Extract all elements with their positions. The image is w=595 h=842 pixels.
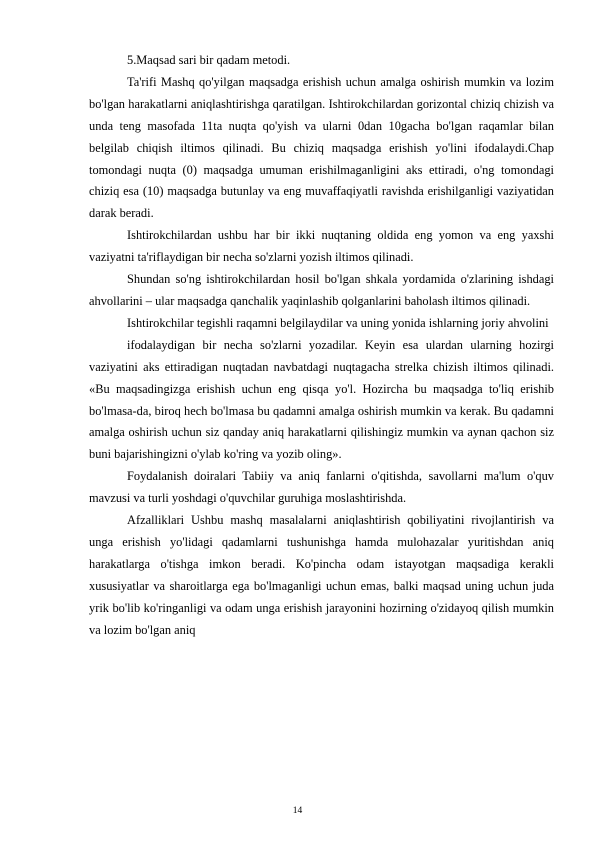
paragraph-scale-assessment: Shundan so'ng ishtirokchilardan hosil bo'lgan shkala yordamida o'zlarining ishdagi ahvollarini – ular maqsadga qanchalik yaqinlashib qolganlarini baholash iltimos qilinadi.	[89, 272, 554, 308]
paragraph-arrow-instruction: ifodalaydigan bir necha so'zlarni yozadilar. Keyin esa ulardan ularning hozirgi vaziyatini aks ettiradigan nuqtadan navbatdagi nuqtagacha strelka chizish iltimos qilinadi. «Bu maqsadingizga erishish uchun eng qisqa yo'l. Hozircha bu maqsadga to'liq erishib bo'lmasa-da, biroq hech bo'lmasa bu qadamni amalga oshirish mumkin va kerak. Bu qadamni amalga oshirish uchun siz qanday aniq harakatlarni qilishingiz mumkin va aynan qachon siz buni bajarishingizni o'ylab ko'ring va yozib oling».	[89, 337, 554, 462]
paragraph-usage-areas: Foydalanish doiralari Tabiiy va aniq fanlarni o'qitishda, savollarni ma'lum o'quv mavzusi va turli yoshdagi o'quvchilar guruhiga moslashtirishda.	[89, 469, 554, 506]
page-number: 14	[292, 806, 303, 816]
paragraph-mark-number: Ishtirokchilar tegishli raqamni belgilaydilar va uning yonida ishlarning joriy ahvolini	[127, 315, 549, 330]
paragraph-advantages: Afzalliklari Ushbu mashq masalalarni aniqlashtirish qobiliyatini rivojlantirish va unga erishish yo'lidagi qadamlarni tushunishga hamda mulohazalar yuritishdan aniq harakatlarga o'tishga imkon beradi. Ko'pincha odam istayotgan maqsadiga kerakli xususiyatlar va sharoitlarga ega bo'lmaganligi uchun emas, balki maqsad uning uchun juda yrik bo'lib ko'ringanligi va odam unga erishish jarayonini hozirning o'zidayoq qilish mumkin va lozim bo'lgan aniq	[89, 513, 554, 637]
paragraph-participants-points: Ishtirokchilardan ushbu har bir ikki nuqtaning oldida eng yomon va eng yaxshi vaziyatni ta'riflaydigan bir necha so'zlarni yozish iltimos qilinadi.	[89, 228, 554, 265]
paragraph-method-title: 5.Maqsad sari bir qadam metodi.	[127, 53, 291, 67]
document-body	[89, 50, 554, 641]
paragraph-definition: Ta'rifi Mashq qo'yilgan maqsadga erishish uchun amalga oshirish mumkin va lozim bo'lgan harakatlarni aniqlashtirishga qaratilgan. Ishtirokchilardan gorizontal chiziq chizish va unda teng masofada 11ta nuqta qo'yish va ularni 0dan 10gacha bo'lgan raqamlar bilan belgilab chiqish iltimos qilinadi. Bu chiziq maqsadga erishish yo'lini ifodalaydi.Chap tomondagi nuqta (0) maqsadga umuman erishilmaganligini aks ettiradi, o'ng tomondagi chiziq esa (10) maqsadga butunlay va eng muvaffaqiyatli ravishda erishilganligi vaziyatidan darak beradi.	[89, 74, 554, 221]
